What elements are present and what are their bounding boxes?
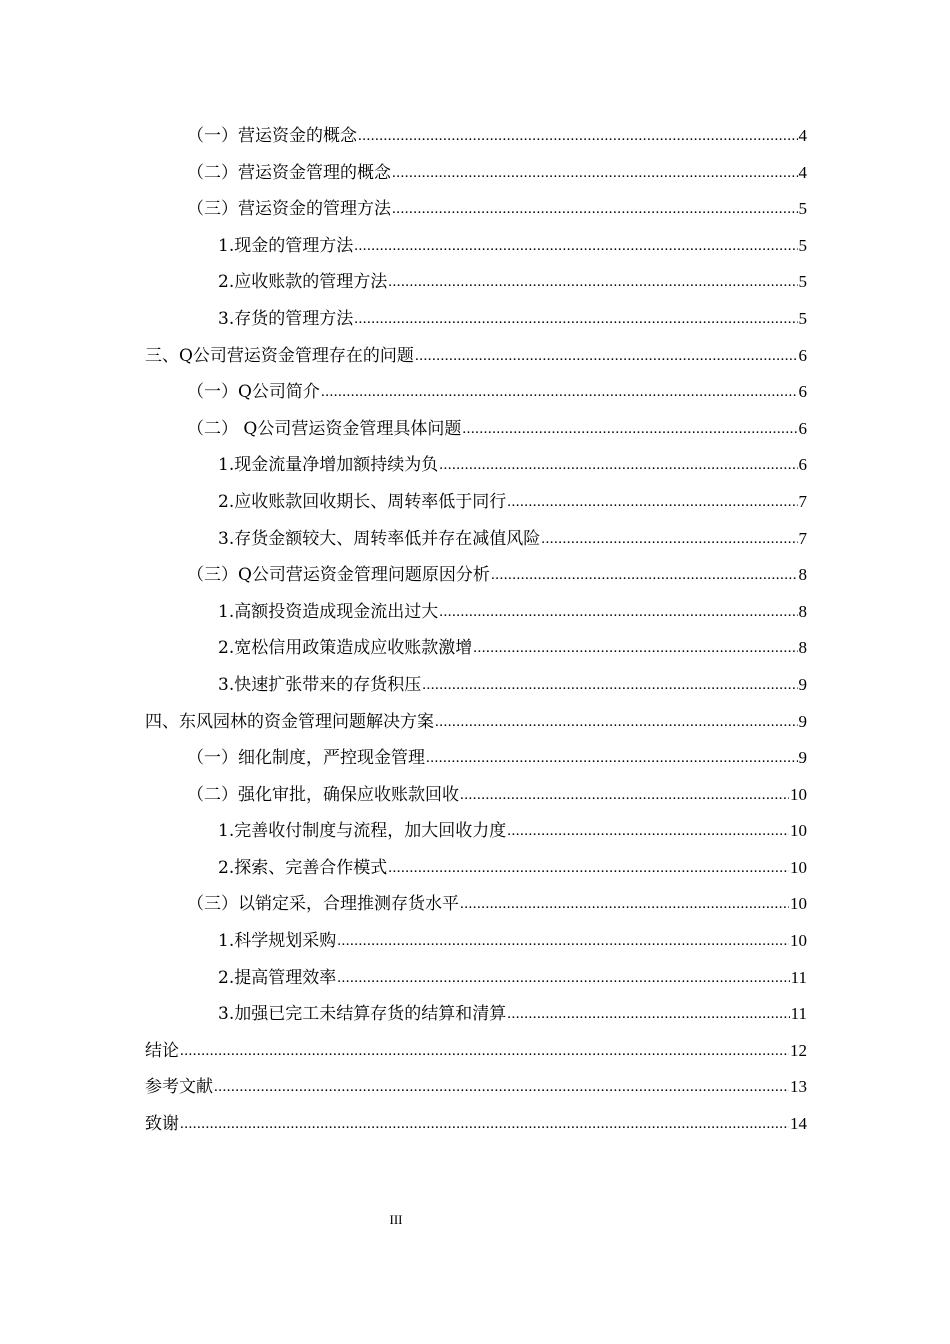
toc-dot-leader [214,1069,789,1106]
toc-dot-leader [321,374,798,411]
toc-entry-title: 2.提高管理效率 [218,967,337,988]
toc-entry-page-number: 9 [798,674,807,694]
toc-dot-leader [426,740,798,777]
toc-dot-leader [491,557,798,594]
toc-entry-title: 2.应收账款回收期长、周转率低于同行 [218,491,507,512]
toc-dot-leader [473,630,797,667]
toc-entry-page-number: 6 [798,382,807,402]
toc-entry-title: 1.现金的管理方法 [218,235,354,256]
toc-entry[interactable] [0,228,950,265]
toc-entry-page-number: 10 [790,931,807,951]
toc-entry-title: 3.存货金额较大、周转率低并存在减值风险 [218,528,541,549]
toc-entry-page-number: 11 [790,967,807,987]
toc-dot-leader [541,521,797,558]
toc-entry-page-number: 9 [798,748,807,768]
toc-entry-page-number: 4 [798,162,807,182]
toc-entry-title: （二）强化审批，确保应收账款回收 [187,784,459,805]
toc-entry-page-number: 5 [798,199,807,219]
toc-entry-title: （二）营运资金管理的概念 [187,162,391,183]
toc-entry-title: 2.应收账款的管理方法 [218,272,388,293]
toc-entry-page-number: 10 [790,784,807,804]
toc-dot-leader [422,667,797,704]
toc-entry-page-number: 9 [798,711,807,731]
toc-dot-leader [460,777,789,814]
toc-entry[interactable] [0,411,950,448]
toc-entry[interactable] [0,374,950,411]
toc-dot-leader [354,301,797,338]
toc-entry[interactable] [0,155,950,192]
toc-entry[interactable] [0,447,950,484]
toc-entry[interactable] [0,1069,950,1106]
toc-entry[interactable] [0,886,950,923]
toc-entry-page-number: 7 [798,491,807,511]
toc-entry-page-number: 5 [798,235,807,255]
toc-dot-leader [388,264,797,301]
toc-entry[interactable] [0,960,950,997]
toc-entry[interactable] [0,1033,950,1070]
toc-entry-title: （一）细化制度，严控现金管理 [187,748,425,769]
toc-entry-title: 3.快速扩张带来的存货积压 [218,674,422,695]
toc-entry-page-number: 7 [798,528,807,548]
toc-entry-page-number: 10 [790,821,807,841]
toc-entry-page-number: 8 [798,638,807,658]
toc-entry-title: 参考文献 [145,1077,213,1098]
toc-entry-title: 四、东风园林的资金管理问题解决方案 [145,711,434,732]
toc-entry-title: 1.高额投资造成现金流出过大 [218,601,439,622]
toc-entry[interactable] [0,264,950,301]
toc-dot-leader [507,996,789,1033]
toc-entry[interactable] [0,996,950,1033]
toc-entry-title: （一）Q公司简介 [187,382,320,403]
toc-entry-title: （二） Q公司营运资金管理具体问题 [187,418,462,439]
toc-entry[interactable] [0,813,950,850]
toc-entry-title: 结论 [145,1040,179,1061]
toc-entry[interactable] [0,704,950,741]
toc-dot-leader [439,594,797,631]
toc-entry-title: （三）Q公司营运资金管理问题原因分析 [187,565,490,586]
toc-entry-title: 3.加强已完工未结算存货的结算和清算 [218,1004,507,1025]
toc-entry-title: 3.存货的管理方法 [218,308,354,329]
toc-entry[interactable] [0,667,950,704]
toc-entry-title: 三、Q公司营运资金管理存在的问题 [145,345,414,366]
toc-entry[interactable] [0,630,950,667]
toc-entry[interactable] [0,594,950,631]
toc-entry[interactable] [0,118,950,155]
toc-dot-leader [460,886,789,923]
toc-entry[interactable] [0,1106,950,1143]
toc-dot-leader [435,704,798,741]
toc-entry-page-number: 4 [798,126,807,145]
toc-entry-page-number: 6 [798,455,807,475]
toc-entry[interactable] [0,557,950,594]
toc-dot-leader [337,960,789,997]
toc-dot-leader [358,118,798,155]
toc-dot-leader [507,484,797,521]
toc-dot-leader [180,1106,789,1143]
toc-entry[interactable] [0,850,950,887]
toc-dot-leader [415,338,798,375]
toc-dot-leader [462,411,797,448]
toc-dot-leader [337,923,789,960]
toc-entry-page-number: 6 [798,345,807,365]
toc-entry-page-number: 5 [798,308,807,328]
toc-dot-leader [180,1033,789,1070]
toc-entry-title: 1.科学规划采购 [218,931,337,952]
toc-entry-page-number: 11 [790,1004,807,1024]
toc-entry-page-number: 13 [790,1077,807,1097]
table-of-contents [0,118,950,1143]
toc-entry-page-number: 6 [798,418,807,438]
toc-entry-title: 致谢 [145,1114,179,1135]
toc-entry-title: 1.现金流量净增加额持续为负 [218,455,439,476]
toc-entry-page-number: 12 [790,1040,807,1060]
toc-entry[interactable] [0,521,950,558]
toc-entry-title: （三）以销定采，合理推测存货水平 [187,894,459,915]
toc-dot-leader [354,228,797,265]
toc-dot-leader [439,447,797,484]
toc-entry-title: 1.完善收付制度与流程，加大回收力度 [218,821,507,842]
toc-entry-page-number: 10 [790,857,807,877]
toc-entry[interactable] [0,777,950,814]
toc-entry[interactable] [0,923,950,960]
toc-entry[interactable] [0,740,950,777]
toc-entry-page-number: 8 [798,565,807,585]
toc-entry-title: 2.探索、完善合作模式 [218,857,388,878]
toc-dot-leader [392,155,798,192]
page-footer-number: III [389,1212,403,1227]
toc-entry-page-number: 10 [790,894,807,914]
toc-dot-leader [392,191,798,228]
toc-entry[interactable] [0,191,950,228]
toc-entry-title: （三）营运资金的管理方法 [187,199,391,220]
toc-entry[interactable] [0,338,950,375]
toc-dot-leader [388,850,789,887]
toc-entry-page-number: 14 [790,1114,807,1134]
toc-entry-page-number: 8 [798,601,807,621]
toc-entry[interactable] [0,301,950,338]
toc-entry[interactable] [0,484,950,521]
toc-entry-page-number: 5 [798,272,807,292]
toc-dot-leader [507,813,789,850]
toc-entry-title: （一）营运资金的概念 [187,126,357,146]
toc-entry-title: 2.宽松信用政策造成应收账款激增 [218,638,473,659]
